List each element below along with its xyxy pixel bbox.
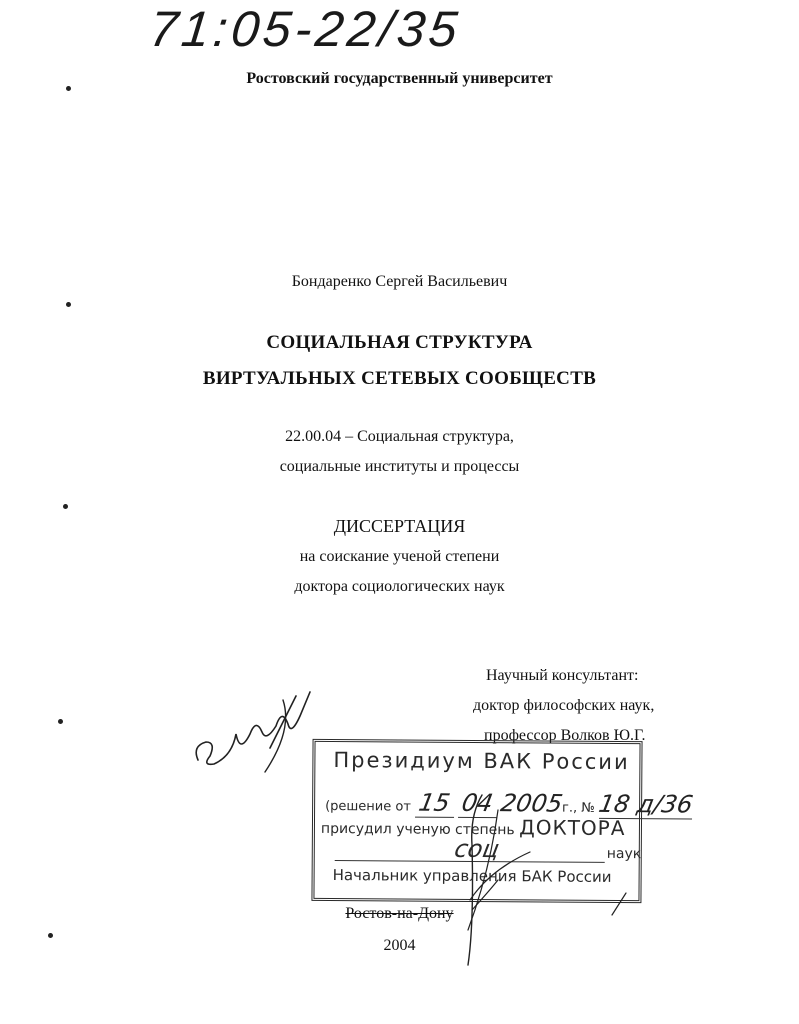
stamp-day: 15 <box>416 788 453 817</box>
document-type: ДИССЕРТАЦИЯ <box>333 516 466 536</box>
handwritten-archive-code: 71:05-22/35 <box>147 1 464 57</box>
stamp-science-suffix: наук <box>606 845 642 863</box>
stamp-awarded-prefix: присудил ученую степень <box>320 820 515 839</box>
stamp-decision-prefix: (решение от <box>325 798 411 815</box>
degree-purpose-line-2: доктора социологических наук <box>294 578 505 595</box>
pen-stroke <box>470 852 530 910</box>
consultant-label: Научный консультант: <box>486 667 639 684</box>
pen-stroke <box>612 893 626 915</box>
handwritten-signature <box>196 692 310 764</box>
stamp-head-title: Начальник управления БАК России <box>332 865 612 886</box>
stamp-year: 2005 <box>498 789 565 818</box>
specialty-line-1: 22.00.04 – Социальная структура, <box>285 428 514 445</box>
consultant-name: профессор Волков Ю.Г. <box>484 727 646 744</box>
specialty-line-2: социальные институты и процессы <box>279 458 520 475</box>
stamp-title: Президиум ВАК России <box>333 747 630 775</box>
consultant-degree: доктор философских наук, <box>473 697 655 714</box>
degree-purpose-line-1: на соискание ученой степени <box>299 548 500 565</box>
author-name: Бондаренко Сергей Васильевич <box>291 273 508 290</box>
year: 2004 <box>383 937 416 954</box>
stamp-science-handwritten: соц <box>452 834 502 864</box>
stamp-month: 04 <box>459 788 496 818</box>
dissertation-title-line-2: ВИРТУАЛЬНЫХ СЕТЕВЫХ СООБЩЕСТВ <box>202 368 597 389</box>
city: Ростов-на-Дону <box>345 905 454 922</box>
stamp-degree-type: ДОКТОРА <box>519 815 626 841</box>
dissertation-title-line-1: СОЦИАЛЬНАЯ СТРУКТУРА <box>266 332 533 353</box>
university-name: Ростовский государственный университет <box>246 70 553 87</box>
stamp-year-suffix: г., № <box>562 800 595 816</box>
pen-stroke <box>468 795 482 965</box>
stamp-number: 18 д/36 <box>596 789 695 819</box>
